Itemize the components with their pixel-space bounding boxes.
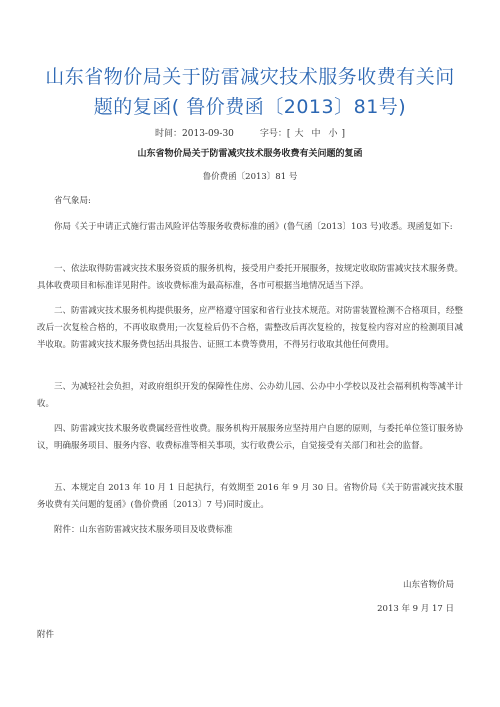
paragraph-2: 二、防雷减灾技术服务机构提供服务，应严格遵守国家和省行业技术规范。对防雷装置检测不合格项目，经整改后一次复检合格的，不再收取费用;一次复检后仍不合格，需整改后再次复检的，按复检内容对应的检测项目减半收取。防雷减灾技术服务费包括出具报告、证照工本费等费用，不得另行收取其他任何费用。 — [37, 306, 463, 350]
document-number: 鲁价费函〔2013〕81 号 — [202, 172, 298, 182]
document-subtitle: 山东省物价局关于防雷减灾技术服务收费有关问题的复函 — [137, 149, 363, 159]
publish-date: 2013-09-30 — [182, 129, 234, 139]
font-size-medium-link[interactable]: 中 — [311, 129, 321, 139]
paragraph-1: 一、依法取得防雷减灾技术服务资质的服务机构，接受用户委托开展服务，按规定收取防雷减灾技术服务费。具体收费项目和标准详见附件。该收费标准为最高标准，各市可根据当地情况适当下浮。 — [37, 264, 463, 291]
signature: 山东省物价局 — [402, 580, 454, 590]
attachment-line: 附件：山东省防雷减灾技术服务项目及收费标准 — [54, 525, 233, 535]
attachment-heading: 附件 — [37, 630, 55, 640]
paragraph-5: 五、本规定自 2013 年 10 月 1 日起执行，有效期至 2016 年 9 月 30 日。省物价局《关于防雷减灾技术服务收费有关问题的复函》(鲁价费函〔2013〕7 号)同时废止。 — [37, 483, 463, 510]
paragraph-3: 三、为减轻社会负担，对政府组织开发的保障性住房、公办幼儿园、公办中小学校以及社会福利机构等减半计收。 — [37, 382, 463, 409]
paragraph-4: 四、防雷减灾技术服务收费属经营性收费。服务机构开展服务应坚持用户自愿的原则，与委托单位签订服务协议，明确服务项目、服务内容、收费标准等相关事项，实行收费公示，自觉接受有关部门和社会的监督。 — [37, 424, 463, 451]
article-meta — [0, 126, 500, 139]
signature-date: 2013 年 9 月 17 日 — [377, 604, 454, 614]
document-title: 山东省物价局关于防雷减灾技术服务收费有关问题的复函( 鲁价费函〔2013〕81号) — [45, 66, 455, 118]
paragraph-intro: 你局《关于申请正式施行雷击风险评估等服务收费标准的函》(鲁气函〔2013〕103 号)收悉。现函复如下: — [54, 222, 453, 232]
bracket-close: ] — [341, 129, 345, 139]
time-label: 时间： — [155, 129, 183, 139]
salutation: 省气象局: — [54, 196, 91, 206]
font-size-large-link[interactable]: 大 — [294, 129, 304, 139]
bracket-open: [ — [286, 129, 291, 139]
font-size-label: 字号： — [259, 129, 287, 139]
font-size-small-link[interactable]: 小 — [328, 129, 338, 139]
